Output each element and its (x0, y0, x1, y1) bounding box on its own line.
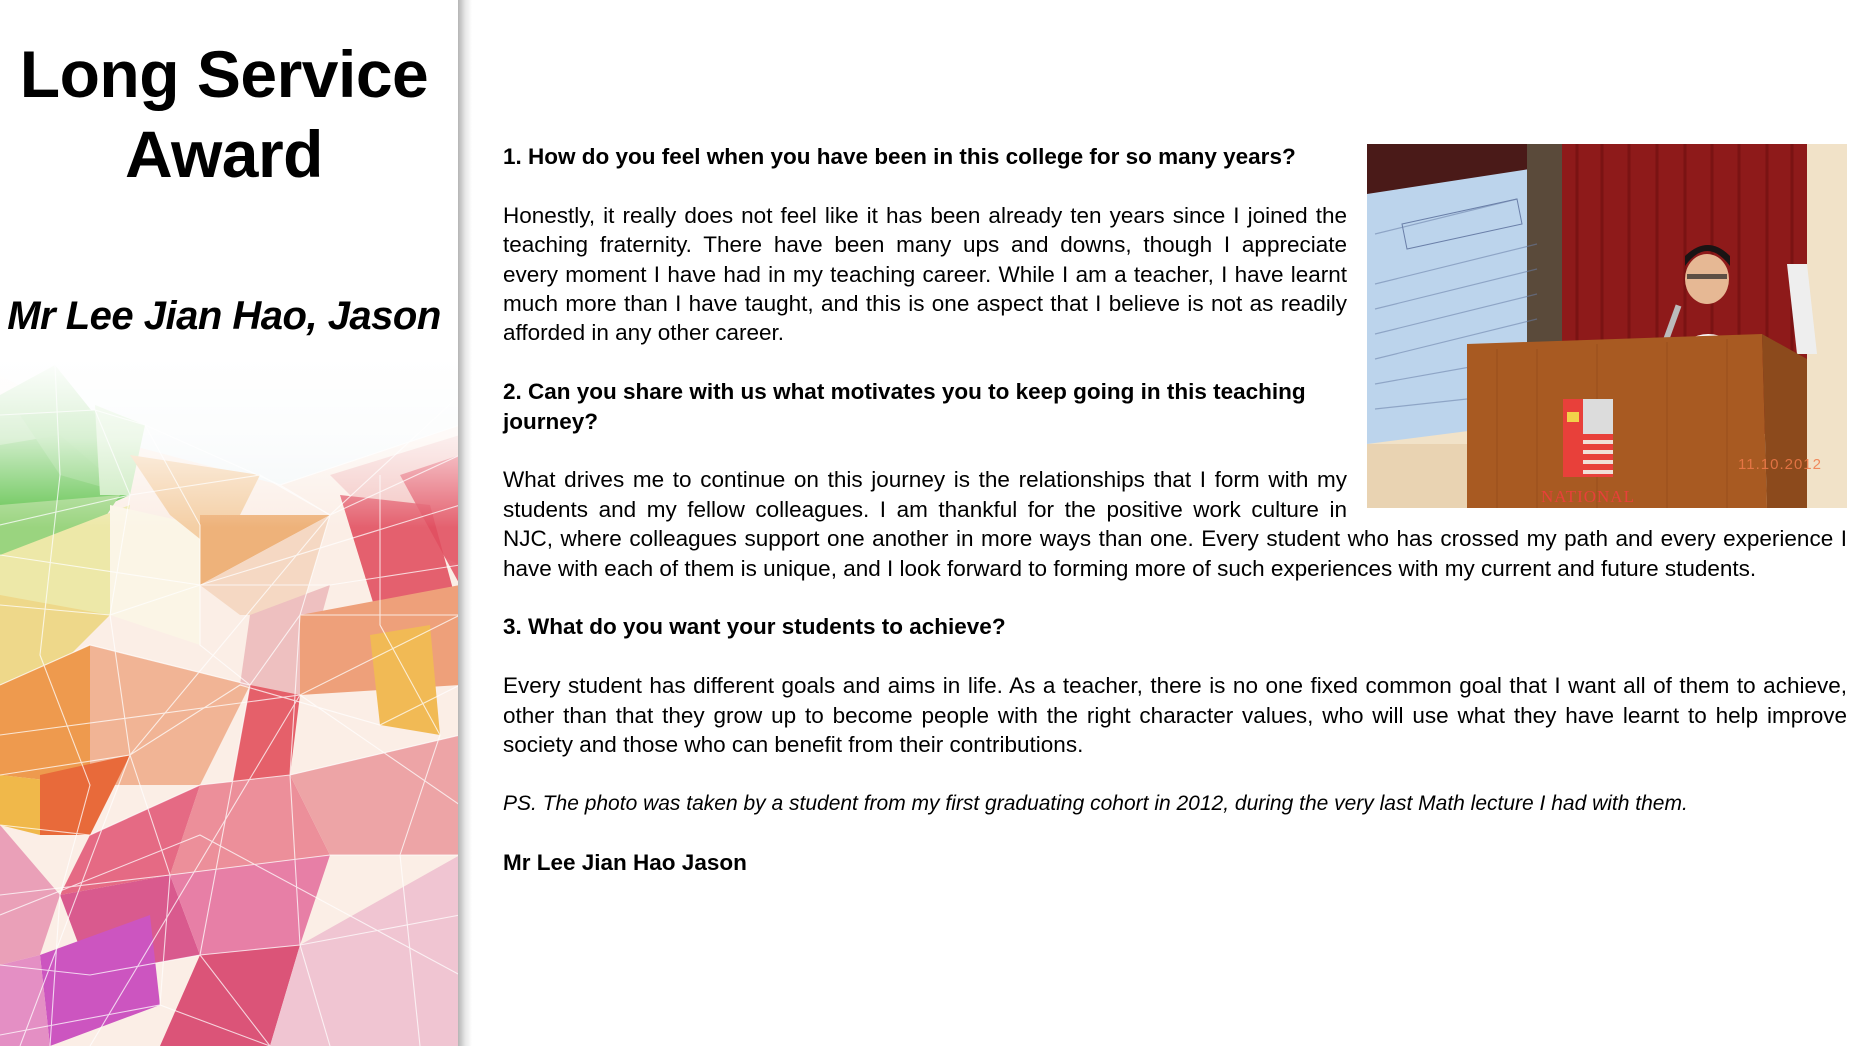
interview-content (503, 142, 1847, 877)
polygon-pattern-decoration (0, 355, 460, 1046)
award-title (0, 34, 448, 194)
panel-divider-shadow (458, 0, 472, 1046)
question-2: 2. Can you share with us what motivates you to keep going in this teaching journey? (503, 379, 1306, 434)
side-panel (0, 0, 460, 1046)
answer-1: Honestly, it really does not feel like it has been already ten years since I joined the teaching fraternity. There have been many ups and downs, though I appreciate every moment I have had in my teaching career. While I am a teacher, I have learnt much more than I have taught, and this is one aspect that I believe is not as readily afforded in any other career. (503, 202, 1347, 346)
answer-3: Every student has different goals and aims in life. As a teacher, there is no one fixed common goal that I want all of them to achieve, other than that they grow up to become people with the right character values, who will use what they have learnt to help improve society and those who can benefit from their contributions. (503, 673, 1847, 758)
question-3: 3. What do you want your students to achieve? (503, 614, 1006, 640)
teacher-lecture-photo (1367, 144, 1847, 508)
answer-2: What drives me to continue on this journey is the relationships that I form with my students and my fellow colleagues. I am thankful for the positive work culture in NJC, where colleagues support one another in more ways than one. Every student who has crossed my path and every experience I have with each of them is unique, and I look forward to forming more of such experiences with my current and future students. (503, 467, 1847, 581)
photo-illustration (1367, 144, 1847, 508)
question-1: 1. How do you feel when you have been in this college for so many years? (503, 144, 1296, 169)
podium-text: NATIONAL (1541, 487, 1635, 506)
award-title-line1: Long Service (19, 37, 429, 111)
recipient-name: Mr Lee Jian Hao, Jason (7, 294, 441, 338)
award-title-line2: Award (124, 117, 323, 191)
postscript: PS. The photo was taken by a student from my first graduating cohort in 2012, during the very last Math lecture I had with them. (503, 791, 1688, 815)
photo-date-stamp: 11.10.2012 (1738, 456, 1822, 473)
signature: Mr Lee Jian Hao Jason (503, 849, 747, 875)
